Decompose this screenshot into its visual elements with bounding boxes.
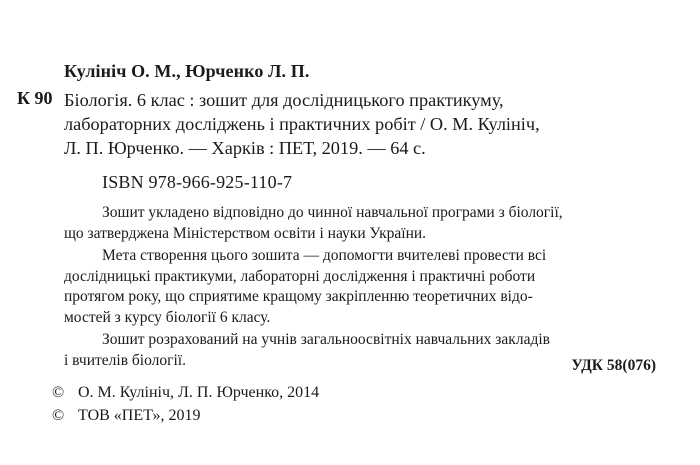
annotation-line: протягом року, що сприятиме кращому закріпленню теоретичних відо- bbox=[64, 288, 533, 306]
copyright-line bbox=[52, 407, 200, 425]
copyright-line bbox=[52, 384, 319, 402]
annotation-line: мостей з курсу біології 6 класу. bbox=[64, 308, 271, 326]
bib-line: Біологія. 6 клас : зошит для дослідницького практикуму, bbox=[64, 90, 504, 110]
copyright-text: О. М. Кулініч, Л. П. Юрченко, 2014 bbox=[78, 384, 320, 401]
copyright-sign: © bbox=[52, 384, 65, 401]
annotation-paragraph-3 bbox=[64, 330, 656, 371]
classification-code: К 90 bbox=[17, 88, 53, 108]
authors-heading: Кулініч О. М., Юрченко Л. П. bbox=[64, 61, 310, 81]
annotation-paragraph-2 bbox=[64, 246, 656, 328]
bibliographic-description bbox=[64, 88, 540, 160]
annotation-line: дослідницькі практикуми, лабораторні дослідження і практичні роботи bbox=[64, 267, 536, 285]
annotation-line: що затверджена Міністерством освіти і науки України. bbox=[64, 224, 427, 242]
annotation-line: Зошит укладено відповідно до чинної навчальної програми з біології, bbox=[102, 204, 563, 221]
bib-line: лабораторних досліджень і практичних робіт / О. М. Кулініч, bbox=[64, 114, 540, 134]
bib-line: Л. П. Юрченко. — Харків : ПЕТ, 2019. — 64 с. bbox=[64, 138, 426, 158]
isbn: ISBN 978-966-925-110-7 bbox=[102, 172, 293, 192]
copyright-text: ТОВ «ПЕТ», 2019 bbox=[78, 407, 201, 424]
copyright-sign: © bbox=[52, 407, 65, 424]
udk-code: УДК 58(076) bbox=[571, 357, 656, 374]
annotation-paragraph-1 bbox=[64, 203, 656, 244]
annotation-line: і вчителів біології. bbox=[64, 351, 186, 369]
annotation-line: Мета створення цього зошита — допомогти вчителеві провести всі bbox=[102, 247, 547, 264]
annotation-line: Зошит розрахований на учнів загальноосвітніх навчальних закладів bbox=[102, 331, 550, 348]
